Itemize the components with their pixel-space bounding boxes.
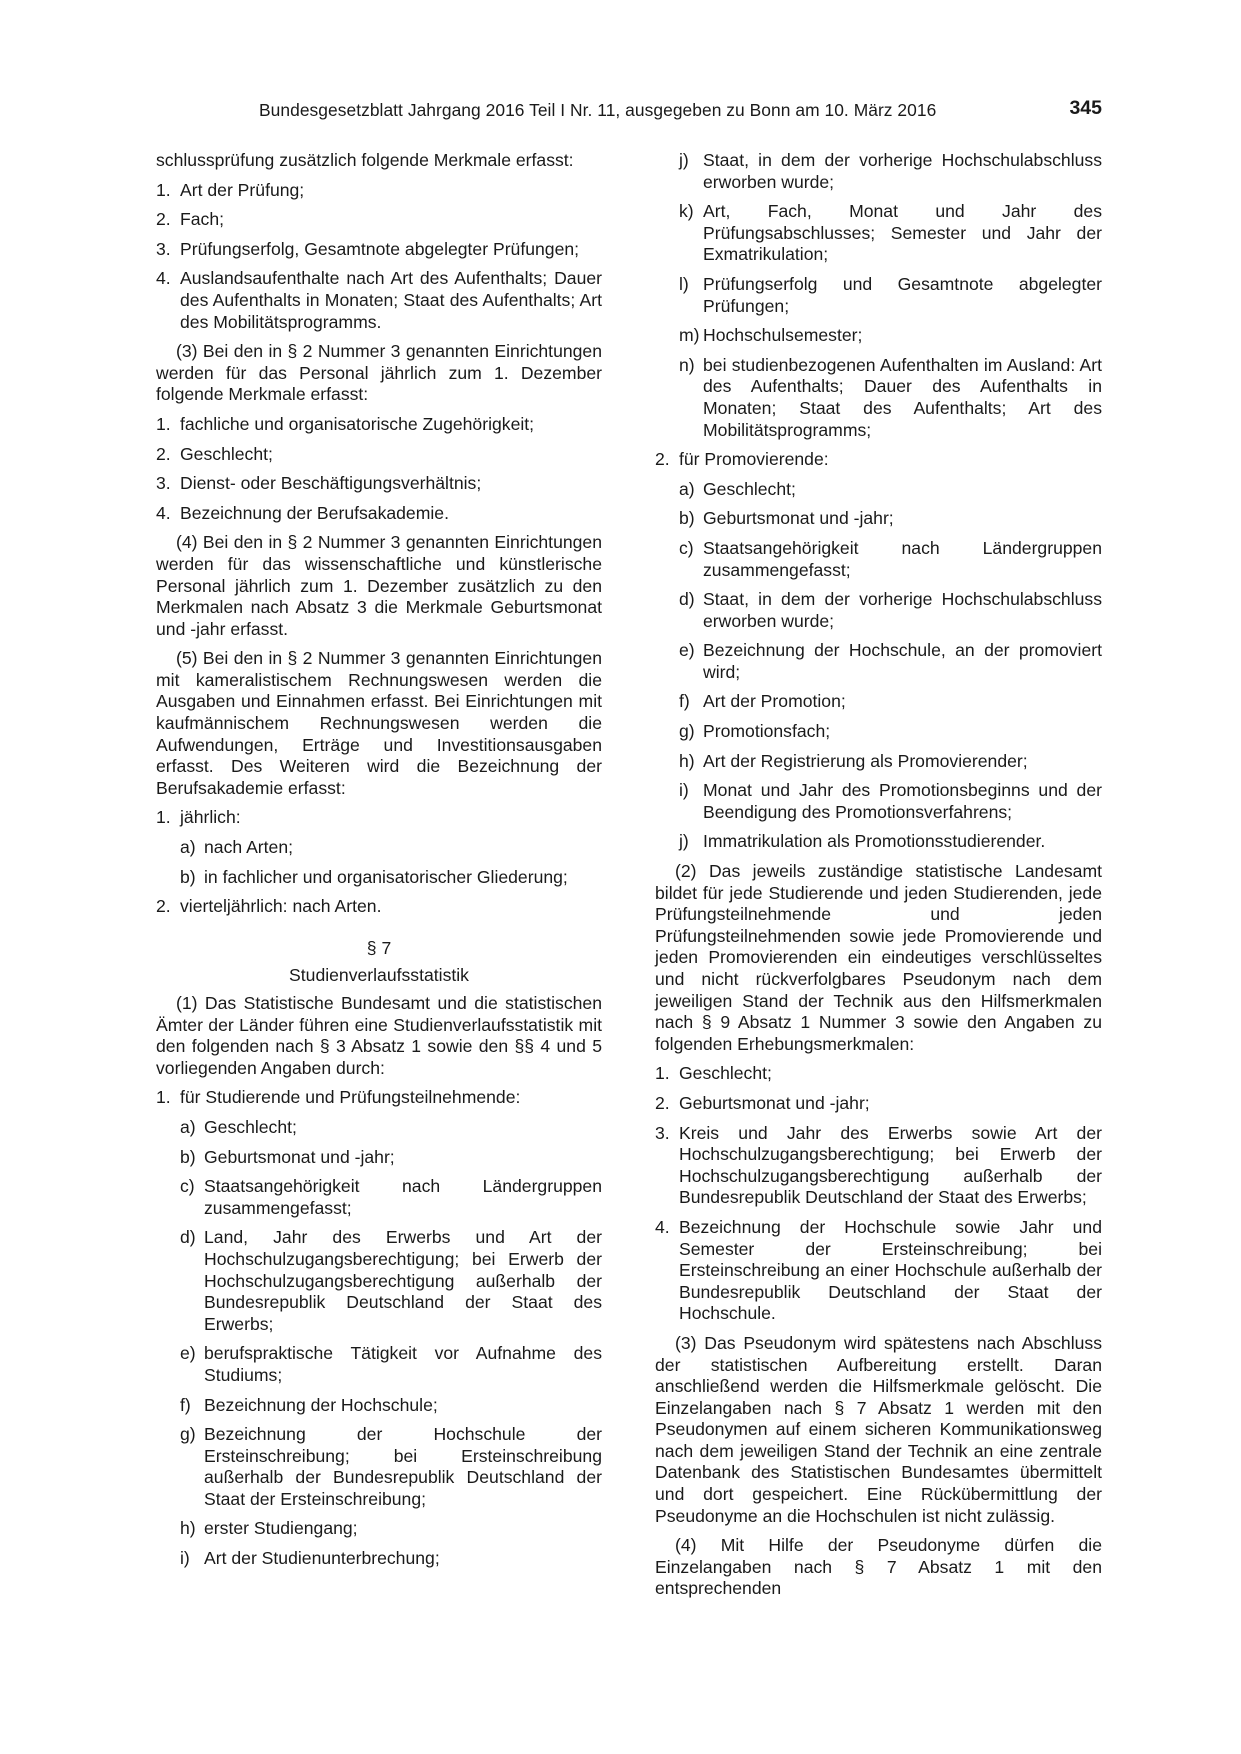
list-item-label: f) bbox=[679, 691, 690, 712]
list-item-text: Geschlecht; bbox=[204, 1116, 297, 1137]
list-item-label: 3. bbox=[156, 473, 171, 494]
list-item-text: Geschlecht; bbox=[180, 443, 273, 464]
list-item-text: erster Studiengang; bbox=[204, 1518, 358, 1539]
list-item-text: Bezeichnung der Hochschule, an der promoviert wird; bbox=[703, 640, 1102, 682]
list-item bbox=[156, 444, 602, 466]
list-item-label: g) bbox=[180, 1424, 196, 1445]
list-item bbox=[156, 180, 602, 202]
list-item-label: 4. bbox=[655, 1216, 670, 1237]
paragraph-s7-absatz-1: (1) Das Statistische Bundesamt und die statistischen Ämter der Länder führen eine Studienverlaufsstatistik mit den folgenden nach § 3 Absatz 1 sowie den §§ 4 und 5 vorliegenden Angaben durch: bbox=[156, 993, 602, 1078]
list-item bbox=[180, 1395, 602, 1417]
list-item bbox=[679, 831, 1102, 853]
list-item-text: Prüfungserfolg, Gesamtnote abgelegter Prüfungen; bbox=[180, 238, 580, 259]
list-item bbox=[679, 538, 1102, 581]
list-merkmale-pruefung bbox=[156, 180, 602, 334]
list-item-label: c) bbox=[679, 537, 694, 558]
list-item-text: Geschlecht; bbox=[703, 478, 796, 499]
list-item bbox=[180, 1424, 602, 1510]
list-item-label: h) bbox=[180, 1518, 196, 1539]
list-item bbox=[156, 807, 602, 829]
list-item-label: 2. bbox=[156, 443, 171, 464]
list-item-label: a) bbox=[180, 837, 196, 858]
list-item-label: e) bbox=[679, 640, 695, 661]
list-item-text: jährlich: bbox=[180, 807, 241, 828]
list-item-label: c) bbox=[180, 1176, 195, 1197]
list-item-text: Monat und Jahr des Promotionsbeginns und der Beendigung des Promotionsverfahrens; bbox=[703, 780, 1102, 822]
list-erhebungsmerkmale bbox=[655, 1063, 1102, 1325]
list-item-text: Auslandsaufenthalte nach Art des Aufenthalts; Dauer des Aufenthalts in Monaten; Staat des Aufenthalts; Art des Mobilitätsprogramms. bbox=[180, 268, 602, 332]
list-item-label: 2. bbox=[655, 449, 670, 470]
list-item bbox=[156, 503, 602, 525]
list-item-text: bei studienbezogenen Aufenthalten im Ausland: Art des Aufenthalts; Dauer des Aufenthalts in Monaten; Staat des Aufenthalts; Art des Mobilitätsprogramms; bbox=[703, 354, 1102, 440]
list-item-label: g) bbox=[679, 721, 695, 742]
list-item-text: Bezeichnung der Berufsakademie. bbox=[180, 502, 449, 523]
list-item-text: Geburtsmonat und -jahr; bbox=[679, 1092, 870, 1113]
list-item-label: 1. bbox=[156, 179, 171, 200]
list-item-text: Staat, in dem der vorherige Hochschulabschluss erworben wurde; bbox=[703, 589, 1102, 631]
list-item bbox=[156, 414, 602, 436]
list-item bbox=[180, 1518, 602, 1540]
list-item-text: fachliche und organisatorische Zugehörigkeit; bbox=[180, 413, 535, 434]
list-item-label: d) bbox=[679, 589, 695, 610]
list-item bbox=[156, 896, 602, 918]
list-item-label: m) bbox=[679, 325, 700, 346]
list-item bbox=[679, 201, 1102, 266]
list-item bbox=[180, 837, 602, 859]
list-item-text: Art der Promotion; bbox=[703, 691, 846, 712]
section-title: Studienverlaufsstatistik bbox=[289, 965, 469, 986]
list-item-label: 4. bbox=[156, 268, 171, 289]
page-header bbox=[156, 98, 1102, 124]
running-title: Bundesgesetzblatt Jahrgang 2016 Teil I Nr. 11, ausgegeben zu Bonn am 10. März 2016 bbox=[259, 100, 937, 120]
list-item bbox=[679, 150, 1102, 193]
list-item-label: 3. bbox=[156, 238, 171, 259]
list-item-label: 2. bbox=[156, 209, 171, 230]
list-item-label: 3. bbox=[655, 1122, 670, 1143]
list-item-text: Art, Fach, Monat und Jahr des Prüfungsabschlusses; Semester und Jahr der Exmatrikulation; bbox=[703, 201, 1102, 265]
list-item-text: für Studierende und Prüfungsteilnehmende: bbox=[180, 1087, 521, 1108]
sublist bbox=[655, 479, 1102, 853]
list-item bbox=[180, 1147, 602, 1169]
list-item bbox=[655, 1123, 1102, 1209]
list-item-label: j) bbox=[679, 831, 689, 852]
list-item-label: l) bbox=[679, 273, 689, 294]
list-item bbox=[180, 1548, 602, 1570]
list-item-label: b) bbox=[180, 866, 196, 887]
list-item-text: Prüfungserfolg und Gesamtnote abgelegter Prüfungen; bbox=[703, 273, 1102, 316]
list-item-label: b) bbox=[180, 1146, 196, 1167]
list-item-label: a) bbox=[679, 478, 695, 499]
list-item-text: Geschlecht; bbox=[679, 1063, 772, 1084]
list-item bbox=[156, 239, 602, 261]
list-item bbox=[655, 1063, 1102, 1085]
list-item bbox=[679, 355, 1102, 441]
left-column bbox=[156, 150, 602, 1578]
section-number: § 7 bbox=[366, 937, 392, 958]
list-item-text: Kreis und Jahr des Erwerbs sowie Art der Hochschulzugangsberechtigung; bei Erwerb der Hochschulzugangsberechtigung außerhalb der Bundesrepublik Deutschland der Staat des Erwerbs; bbox=[679, 1122, 1102, 1208]
list-item-label: i) bbox=[679, 780, 689, 801]
list-item bbox=[655, 1217, 1102, 1325]
list-item bbox=[180, 1117, 602, 1139]
list-item bbox=[679, 780, 1102, 823]
sublist bbox=[156, 1117, 602, 1570]
paragraph-continuation: schlussprüfung zusätzlich folgende Merkmale erfasst: bbox=[156, 150, 574, 170]
list-item bbox=[679, 508, 1102, 530]
page-number: 345 bbox=[1069, 97, 1102, 119]
list-item-label: i) bbox=[180, 1548, 190, 1569]
list-item bbox=[180, 1227, 602, 1335]
paragraph-s7-absatz-3: (3) Das Pseudonym wird spätestens nach Abschluss der statistischen Aufbereitung erstellt. Daran anschließend werden die Hilfsmerkmale gelöscht. Die Einzelangaben nach § 7 Absatz 1 werden mit den Pseudonymen auf einem sicheren Kommunikationsweg nach dem jeweiligen Stand der Technik an eine zentrale Datenbank des Statistischen Bundesamtes übermittelt und dort gespeichert. Eine Rückübermittlung der Pseudonyme an die Hochschulen ist nicht zulässig. bbox=[655, 1332, 1102, 1526]
list-item-label: a) bbox=[180, 1116, 196, 1137]
list-item-text: Geburtsmonat und -jahr; bbox=[703, 508, 894, 529]
list-item bbox=[679, 589, 1102, 632]
list-item-text: für Promovierende: bbox=[679, 449, 829, 470]
paragraph-s7-absatz-2: (2) Das jeweils zuständige statistische Landesamt bildet für jede Studierende und jeden Studierenden, jede Prüfungsteilnehmende und jeden Prüfungsteilnehmenden sowie jede Promovierende und jeden Promovierenden ein eindeutiges verschlüsseltes und nicht rückverfolgbares Pseudonym nach dem jeweiligen Stand der Technik aus den Hilfsmerkmalen nach § 9 Absatz 1 Nummer 3 sowie den Angaben zu folgenden Erhebungsmerkmalen: bbox=[655, 861, 1102, 1054]
list-item-label: d) bbox=[180, 1227, 196, 1248]
list-merkmale-personal bbox=[156, 414, 602, 524]
list-item-text: Staatsangehörigkeit nach Ländergruppen zusammengefasst; bbox=[204, 1176, 602, 1218]
list-item-text: Immatrikulation als Promotionsstudierender. bbox=[703, 831, 1046, 852]
list-item-label: 1. bbox=[655, 1063, 670, 1084]
list-item-label: 1. bbox=[156, 1087, 171, 1108]
list-item bbox=[679, 274, 1102, 317]
list-item bbox=[679, 325, 1102, 347]
list-item-label: j) bbox=[679, 150, 689, 170]
paragraph-s7-absatz-4: (4) Mit Hilfe der Pseudonyme dürfen die Einzelangaben nach § 7 Absatz 1 mit den entsprechenden bbox=[655, 1535, 1102, 1599]
list-item bbox=[180, 1176, 602, 1219]
list-item-text: Bezeichnung der Hochschule; bbox=[204, 1394, 438, 1415]
list-item-label: e) bbox=[180, 1343, 196, 1364]
list-item bbox=[655, 1093, 1102, 1115]
list-item bbox=[180, 867, 602, 889]
list-item bbox=[156, 209, 602, 231]
paragraph-absatz-4: (4) Bei den in § 2 Nummer 3 genannten Einrichtungen werden für das wissenschaftliche und künstlerische Personal jährlich zum 1. Dezember zusätzlich zu den Merkmalen nach Absatz 3 die Merkmale Geburtsmonat und -jahr erfasst. bbox=[156, 532, 602, 639]
list-item-text: nach Arten; bbox=[204, 837, 294, 858]
list-item-label: 4. bbox=[156, 502, 171, 523]
list-item bbox=[679, 751, 1102, 773]
list-item bbox=[679, 479, 1102, 501]
list-item bbox=[655, 449, 1102, 471]
list-item-text: Dienst- oder Beschäftigungsverhältnis; bbox=[180, 473, 482, 494]
list-item bbox=[156, 1087, 602, 1109]
list-item-text: Staat, in dem der vorherige Hochschulabschluss erworben wurde; bbox=[703, 150, 1102, 192]
list-item-label: 2. bbox=[156, 896, 171, 917]
list-item-text: Hochschulsemester; bbox=[703, 325, 863, 346]
list-item-text: in fachlicher und organisatorischer Gliederung; bbox=[204, 866, 568, 887]
list-item bbox=[679, 691, 1102, 713]
list-item-text: Staatsangehörigkeit nach Ländergruppen zusammengefasst; bbox=[703, 537, 1102, 580]
sublist bbox=[156, 837, 602, 888]
list-item-label: n) bbox=[679, 354, 695, 375]
list-item-label: k) bbox=[679, 201, 694, 222]
paragraph-absatz-3: (3) Bei den in § 2 Nummer 3 genannten Einrichtungen werden für das Personal jährlich zum 1. Dezember folgende Merkmale erfasst: bbox=[156, 341, 602, 405]
list-item-label: 1. bbox=[156, 807, 171, 828]
paragraph-absatz-5: (5) Bei den in § 2 Nummer 3 genannten Einrichtungen mit kameralistischem Rechnungswesen werden die Ausgaben und Einnahmen erfasst. Bei Einrichtungen mit kaufmännischem Rechnungswesen werden die Aufwendungen, Erträge und Investitionsausgaben erfasst. Des Weiteren wird die Bezeichnung der Berufsakademie erfasst: bbox=[156, 648, 602, 798]
list-item-label: h) bbox=[679, 750, 695, 771]
list-item-text: vierteljährlich: nach Arten. bbox=[180, 896, 382, 917]
list-item bbox=[679, 721, 1102, 743]
list-item bbox=[679, 640, 1102, 683]
list-item-text: Art der Registrierung als Promovierender; bbox=[703, 750, 1028, 771]
list-item-text: Fach; bbox=[180, 209, 225, 230]
list-item-label: b) bbox=[679, 508, 695, 529]
list-item-label: f) bbox=[180, 1394, 191, 1415]
list-item bbox=[156, 473, 602, 495]
list-item-text: Promotionsfach; bbox=[703, 721, 831, 742]
list-item bbox=[156, 268, 602, 333]
list-item-text: berufspraktische Tätigkeit vor Aufnahme des Studiums; bbox=[204, 1343, 602, 1385]
list-item-label: 1. bbox=[156, 413, 171, 434]
list-item-label: 2. bbox=[655, 1092, 670, 1113]
sublist bbox=[655, 150, 1102, 441]
list-item bbox=[180, 1343, 602, 1386]
list-item-text: Bezeichnung der Hochschule der Ersteinschreibung; bei Ersteinschreibung außerhalb der Bundesrepublik Deutschland der Staat der Ersteinschreibung; bbox=[204, 1424, 602, 1509]
list-item-text: Land, Jahr des Erwerbs und Art der Hochschulzugangsberechtigung; bei Erwerb der Hochschulzugangsberechtigung außerhalb der Bundesrepublik Deutschland der Staat des Erwerbs; bbox=[204, 1227, 602, 1334]
list-item-text: Art der Studienunterbrechung; bbox=[204, 1548, 440, 1569]
right-column bbox=[655, 150, 1102, 1608]
list-item-text: Bezeichnung der Hochschule sowie Jahr und Semester der Ersteinschreibung; bei Ersteinschreibung an einer Hochschule außerhalb der Bundesrepublik Deutschland der Staat der Hochschule. bbox=[679, 1216, 1102, 1324]
list-item-text: Art der Prüfung; bbox=[180, 179, 305, 200]
list-item-text: Geburtsmonat und -jahr; bbox=[204, 1146, 395, 1167]
